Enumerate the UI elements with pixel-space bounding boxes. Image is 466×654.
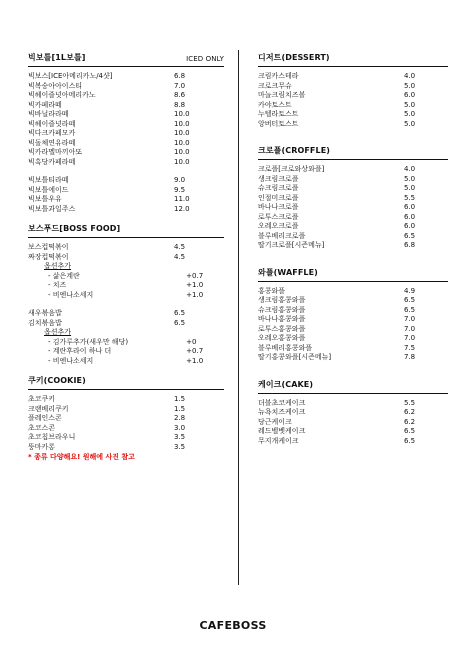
menu-item-name: 빅보틀티라떼 <box>28 176 69 184</box>
brand-footer: CAFEBOSS <box>199 619 267 632</box>
menu-item <box>258 325 448 335</box>
menu-item <box>258 82 448 92</box>
menu-item-name: - 삶은계란 <box>48 271 80 280</box>
cookie-title: 쿠키(COOKIE) <box>28 376 86 385</box>
menu-item-name: 블루베리크로플 <box>258 231 306 240</box>
menu-item-price: +1.0 <box>186 356 204 365</box>
menu-item-price: 6.0 <box>404 212 416 221</box>
menu-item-price: 4.9 <box>404 286 416 295</box>
menu-item-name: 빅복숭아아이스티 <box>28 81 83 90</box>
boss-food-title: 보스푸드[BOSS FOOD] <box>28 224 121 233</box>
menu-item <box>258 241 448 251</box>
menu-item-price: 5.0 <box>404 100 416 109</box>
croffle-list <box>258 165 448 251</box>
menu-item-name: 앙버터토스트 <box>258 119 299 128</box>
menu-item-price: +0.7 <box>186 347 204 355</box>
menu-item <box>28 82 224 92</box>
menu-item-name: 초코칩브라우니 <box>28 433 76 441</box>
cake-list <box>258 399 448 447</box>
menu-item-name: - 김가루추가(새우만 해당) <box>48 337 129 346</box>
menu-item-price: 8.6 <box>174 91 186 99</box>
menu-item-price: 10.0 <box>174 129 190 137</box>
menu-item-name: 뉴욕치즈케이크 <box>258 408 306 416</box>
cake-title: 케이크(CAKE) <box>258 379 314 389</box>
menu-item-price: 6.2 <box>404 408 416 416</box>
menu-item-name: 보스컵떡볶이 <box>28 243 69 251</box>
menu-item-name: 크로크무슈 <box>258 81 292 90</box>
menu-item-price: 10.0 <box>174 148 190 156</box>
section-rule <box>258 393 448 394</box>
menu-item-name: 바나나크로플 <box>258 203 299 211</box>
menu-item <box>258 353 448 363</box>
menu-item <box>28 139 224 149</box>
menu-item-price: 10.0 <box>174 119 190 128</box>
menu-item-name: 로투스홍콩와플 <box>258 324 306 333</box>
menu-item <box>28 253 224 263</box>
menu-item <box>28 433 224 443</box>
menu-item <box>258 222 448 232</box>
menu-item-price: 6.8 <box>174 72 186 80</box>
menu-item <box>258 184 448 194</box>
menu-item <box>258 334 448 344</box>
menu-item-name: 플레인스콘 <box>28 414 62 422</box>
menu-item-price: 7.0 <box>174 81 186 90</box>
menu-item <box>258 120 448 130</box>
menu-item-price: 6.5 <box>404 427 416 435</box>
menu-item-name: 빅보스[ICE아메리카노/4샷] <box>28 72 113 80</box>
menu-item <box>28 148 224 158</box>
menu-item-name: 빅카페라떼 <box>28 100 62 109</box>
menu-item-name: 크림카스테라 <box>258 72 299 80</box>
menu-item <box>28 158 224 168</box>
menu-item <box>258 315 448 325</box>
section-rule <box>258 159 448 160</box>
menu-item-name: 슈크림크로플 <box>258 184 299 192</box>
menu-item-price: 7.8 <box>404 353 416 361</box>
menu-item-price: 1.5 <box>174 395 186 403</box>
menu-item-price: 5.0 <box>404 119 416 128</box>
menu-item <box>258 72 448 82</box>
menu-item <box>28 309 224 319</box>
waffle-list <box>258 287 448 363</box>
menu-item-name: 생크림홍콩와플 <box>258 296 306 304</box>
boss-food-header <box>28 223 224 234</box>
menu-item <box>28 443 224 453</box>
menu-item-price: 5.0 <box>404 174 416 183</box>
column-divider <box>238 50 239 585</box>
menu-item <box>28 72 224 82</box>
menu-item-name: 초코쿠키 <box>28 395 56 403</box>
menu-item <box>28 338 224 348</box>
menu-item <box>28 91 224 101</box>
menu-item-price: 5.0 <box>404 110 416 118</box>
menu-item <box>28 205 224 215</box>
menu-item-name: 크로플[크로와상와플] <box>258 165 325 173</box>
menu-item-price: 10.0 <box>174 157 190 166</box>
menu-item-price: 7.0 <box>404 324 416 333</box>
menu-item-name: 슈크림홍콩와플 <box>258 305 306 314</box>
menu-item <box>258 232 448 242</box>
menu-item-name: 누텔라토스트 <box>258 110 299 118</box>
cookie-header <box>28 375 224 386</box>
menu-item-name: 당근케이크 <box>258 417 292 426</box>
menu-item <box>258 175 448 185</box>
big-bottle-title: 빅보틀[1L보틀] <box>28 53 86 62</box>
menu-item-price: 4.0 <box>404 165 416 173</box>
menu-item-price: 6.2 <box>404 417 416 426</box>
big-bottle-header <box>28 52 224 63</box>
croffle-header <box>258 145 448 156</box>
menu-item <box>28 414 224 424</box>
menu-item-price: 4.5 <box>174 243 186 251</box>
menu-item-name: 초코스콘 <box>28 423 56 432</box>
menu-item-price: 10.0 <box>174 110 190 118</box>
menu-item <box>258 91 448 101</box>
menu-item <box>258 306 448 316</box>
menu-item-name: 오레오홍콩와플 <box>258 334 306 342</box>
section-rule <box>28 237 224 238</box>
fried-rice-list <box>28 309 224 328</box>
right-column <box>258 52 448 446</box>
menu-item <box>258 399 448 409</box>
menu-item-price: 11.0 <box>174 195 190 203</box>
menu-item-name: 딸기홍콩와플[시즌메뉴] <box>258 353 332 361</box>
menu-item-name: 홍콩와플 <box>258 286 286 295</box>
menu-item <box>28 319 224 329</box>
option-label: 옵션추가 <box>44 262 72 270</box>
dessert-list <box>258 72 448 129</box>
menu-item <box>258 101 448 111</box>
menu-item-name: 인절미크로플 <box>258 193 299 202</box>
menu-item <box>28 291 224 301</box>
menu-item-name: 뚱마카롱 <box>28 442 56 451</box>
menu-item-name: 카야토스트 <box>258 100 292 109</box>
menu-item <box>28 281 224 291</box>
menu-item-price: +1.0 <box>186 281 204 289</box>
menu-item-price: 5.0 <box>404 184 416 192</box>
section-rule <box>28 66 224 67</box>
section-rule <box>258 66 448 67</box>
menu-item-price: +0.7 <box>186 271 204 280</box>
menu-item-price: 3.0 <box>174 423 186 432</box>
menu-item-price: 9.0 <box>174 176 186 184</box>
menu-item-name: - 비엔나소세지 <box>48 356 94 365</box>
menu-item-price: 6.0 <box>404 203 416 211</box>
menu-item <box>258 344 448 354</box>
menu-item-name: 빅헤이즐넛라떼 <box>28 119 76 128</box>
menu-item-price: 6.5 <box>404 436 416 445</box>
menu-item-price: 6.5 <box>404 231 416 240</box>
tteokbokki-options <box>28 272 224 301</box>
menu-item-price: 9.5 <box>174 185 186 194</box>
menu-item <box>28 195 224 205</box>
tteokbokki-list <box>28 243 224 262</box>
menu-item <box>258 287 448 297</box>
option-label: 옵션추가 <box>44 328 72 336</box>
menu-item-name: 짜장컵떡볶이 <box>28 252 69 261</box>
menu-item-price: 10.0 <box>174 138 190 147</box>
menu-item-name: 빅바닐라라떼 <box>28 110 69 118</box>
menu-item-name: 빅보틀과일주스 <box>28 204 76 213</box>
menu-item-name: 빅헤이즐넛아메리카노 <box>28 91 96 99</box>
menu-item-price: 2.8 <box>174 414 186 422</box>
menu-item-name: 빅다크카페모카 <box>28 129 76 137</box>
menu-item <box>28 357 224 367</box>
menu-item-name: 빅흑당카페라떼 <box>28 157 76 166</box>
menu-item-name: 바나나홍콩와플 <box>258 315 306 323</box>
menu-item <box>258 296 448 306</box>
menu-item <box>258 427 448 437</box>
menu-item-price: 6.5 <box>174 318 186 327</box>
menu-item-name: 로투스크로플 <box>258 212 299 221</box>
menu-item <box>28 243 224 253</box>
waffle-title: 와플(WAFFLE) <box>258 267 318 277</box>
menu-item <box>28 110 224 120</box>
menu-item-price: 12.0 <box>174 204 190 213</box>
menu-item-price: 7.0 <box>404 334 416 342</box>
menu-item <box>28 395 224 405</box>
menu-item-name: 빅보틀에이드 <box>28 185 69 194</box>
menu-item-name: 새우볶음밥 <box>28 309 62 317</box>
menu-item-price: 6.0 <box>404 222 416 230</box>
menu-item-price: 6.5 <box>174 309 186 317</box>
menu-item <box>28 101 224 111</box>
menu-item-price: 6.8 <box>404 241 416 249</box>
menu-item-name: - 비엔나소세지 <box>48 290 94 299</box>
menu-item-price: 6.0 <box>404 91 416 99</box>
menu-item <box>258 203 448 213</box>
cookie-list <box>28 395 224 452</box>
menu-item-name: 마늘크림치즈볼 <box>258 91 306 99</box>
menu-item <box>28 186 224 196</box>
cookie-warning: * 종류 다양해요! 원해에 사진 참고 <box>28 453 135 461</box>
menu-item <box>28 405 224 415</box>
waffle-header <box>258 267 448 278</box>
dessert-title: 디저트(DESSERT) <box>258 53 330 62</box>
menu-item-name: 빅돌체연유라떼 <box>28 138 76 147</box>
menu-item <box>258 110 448 120</box>
menu-item-price: 6.5 <box>404 305 416 314</box>
dessert-header <box>258 52 448 63</box>
menu-item-name: 무지개케이크 <box>258 436 299 445</box>
menu-item-name: 블루베리홍콩와플 <box>258 343 313 352</box>
menu-item-price: 5.5 <box>404 193 416 202</box>
menu-item-price: 7.5 <box>404 343 416 352</box>
menu-item <box>258 418 448 428</box>
menu-item-name: 크랜베리쿠키 <box>28 404 69 413</box>
menu-item <box>28 424 224 434</box>
menu-item-name: 빅카라멜마끼아또 <box>28 148 83 156</box>
menu-item-price: +0 <box>186 337 197 346</box>
menu-item-price: 6.5 <box>404 296 416 304</box>
menu-item-price: 1.5 <box>174 404 186 413</box>
left-column <box>28 52 224 462</box>
big-bottle-list-other <box>28 176 224 214</box>
menu-item-name: 더블초코케이크 <box>258 398 306 407</box>
iced-only-note: ICED ONLY <box>186 55 224 63</box>
menu-item <box>28 176 224 186</box>
big-bottle-list-coffee <box>28 72 224 167</box>
menu-item-price: 4.0 <box>404 72 416 80</box>
fried-rice-options <box>28 338 224 367</box>
cake-header <box>258 379 448 390</box>
menu-item <box>28 129 224 139</box>
menu-item <box>258 213 448 223</box>
menu-item <box>28 120 224 130</box>
menu-item-name: 오레오크로플 <box>258 222 299 230</box>
menu-item <box>258 165 448 175</box>
menu-item <box>28 272 224 282</box>
menu-item-price: 3.5 <box>174 433 186 441</box>
section-rule <box>28 389 224 390</box>
menu-item-name: 빅보틀우유 <box>28 195 62 203</box>
menu-item-price: +1.0 <box>186 290 204 299</box>
menu-item-name: 딸기크로플[시즌메뉴] <box>258 241 325 249</box>
menu-item-name: 레드벨벳케이크 <box>258 427 306 435</box>
menu-item-name: - 계란후라이 하나 더 <box>48 347 112 355</box>
menu-item-name: 김치볶음밥 <box>28 318 62 327</box>
menu-item <box>28 347 224 357</box>
menu-item-price: 3.5 <box>174 442 186 451</box>
menu-item <box>258 194 448 204</box>
menu-item-price: 5.0 <box>404 81 416 90</box>
menu-item <box>258 408 448 418</box>
menu-item-price: 8.8 <box>174 100 186 109</box>
menu-item <box>258 437 448 447</box>
section-rule <box>258 281 448 282</box>
menu-item-price: 4.5 <box>174 252 186 261</box>
croffle-title: 크로플(CROFFLE) <box>258 146 331 155</box>
menu-item-name: - 치즈 <box>48 281 67 289</box>
menu-item-price: 5.5 <box>404 398 416 407</box>
menu-item-name: 생크림크로플 <box>258 174 299 183</box>
menu-item-price: 7.0 <box>404 315 416 323</box>
